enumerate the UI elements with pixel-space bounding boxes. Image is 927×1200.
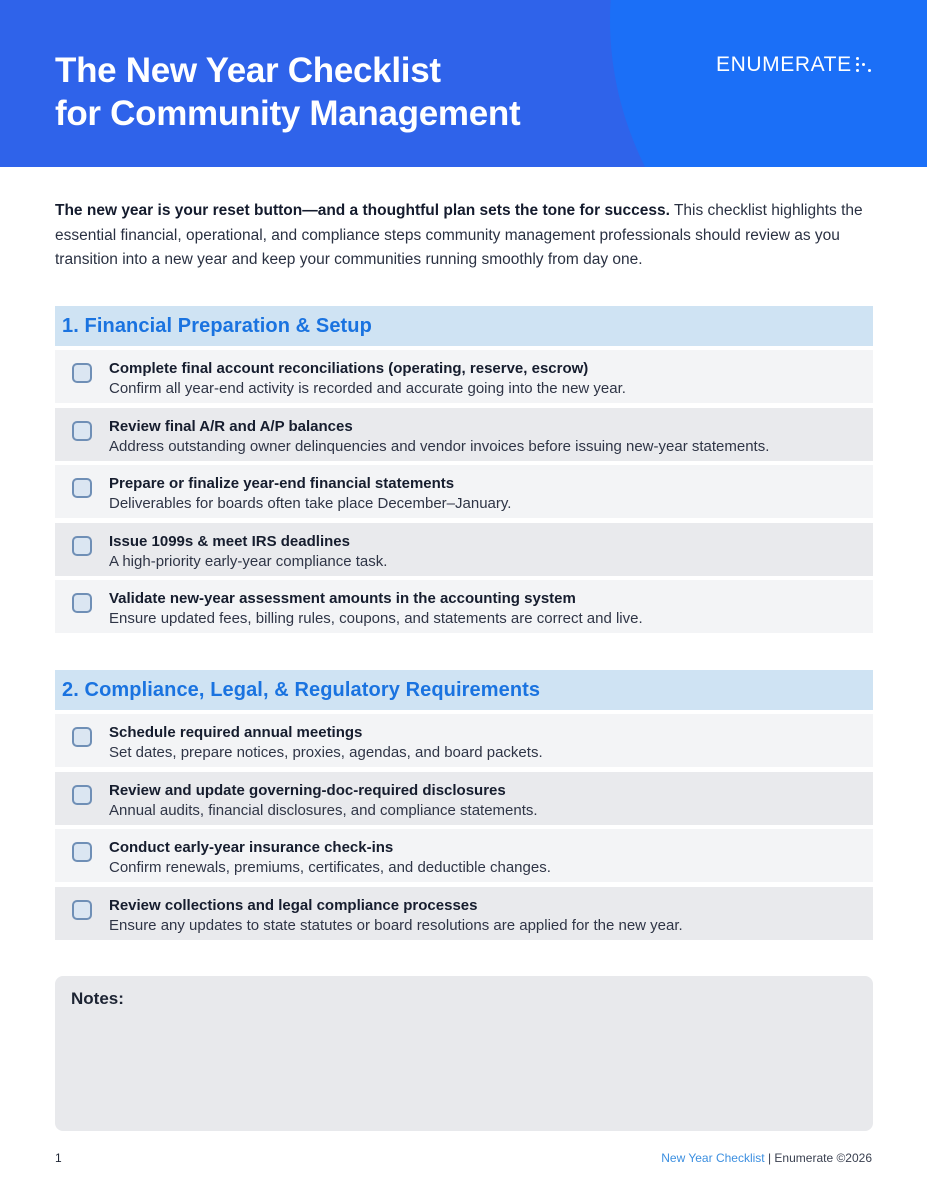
brand-wordmark: ENUMERATE bbox=[716, 53, 852, 76]
item-title: Validate new-year assessment amounts in the accounting system bbox=[109, 590, 576, 607]
checkbox[interactable] bbox=[72, 900, 92, 920]
brand-dots-icon bbox=[856, 57, 872, 73]
intro-paragraph bbox=[55, 199, 875, 273]
checkbox[interactable] bbox=[72, 727, 92, 747]
checklist-item bbox=[55, 714, 873, 767]
checklist-item bbox=[55, 580, 873, 633]
footer-credit bbox=[661, 1151, 872, 1165]
footer-doc-name: New Year Checklist bbox=[661, 1151, 765, 1165]
item-description: Confirm all year-end activity is recorded and accurate going into the new year. bbox=[109, 380, 626, 397]
page-header bbox=[0, 0, 927, 167]
checklist-item bbox=[55, 350, 873, 403]
item-description: Annual audits, financial disclosures, and compliance statements. bbox=[109, 802, 538, 819]
item-title: Review and update governing-doc-required disclosures bbox=[109, 782, 506, 799]
checkbox[interactable] bbox=[72, 536, 92, 556]
intro-lead: The new year is your reset button—and a thoughtful plan sets the tone for success. bbox=[55, 202, 670, 219]
section-heading-compliance: 2. Compliance, Legal, & Regulatory Requirements bbox=[55, 670, 873, 710]
item-description: Ensure updated fees, billing rules, coupons, and statements are correct and live. bbox=[109, 610, 643, 627]
item-title: Review final A/R and A/P balances bbox=[109, 418, 353, 435]
checklist-item bbox=[55, 523, 873, 576]
checkbox[interactable] bbox=[72, 363, 92, 383]
footer-separator: | bbox=[764, 1151, 775, 1165]
page-title-line-2: for Community Management bbox=[55, 94, 521, 133]
notes-label: Notes: bbox=[71, 989, 124, 1008]
section-heading-financial: 1. Financial Preparation & Setup bbox=[55, 306, 873, 346]
footer-copyright: Enumerate ©2026 bbox=[774, 1151, 872, 1165]
page-number: 1 bbox=[55, 1151, 62, 1165]
item-description: Confirm renewals, premiums, certificates, and deductible changes. bbox=[109, 859, 551, 876]
item-title: Conduct early-year insurance check-ins bbox=[109, 839, 394, 856]
item-description: Address outstanding owner delinquencies and vendor invoices before issuing new-year statements. bbox=[109, 438, 770, 455]
checklist-item bbox=[55, 887, 873, 940]
page-title bbox=[55, 49, 615, 135]
checklist-item bbox=[55, 465, 873, 518]
item-title: Issue 1099s & meet IRS deadlines bbox=[109, 533, 350, 550]
checklist-item bbox=[55, 408, 873, 461]
intro-body: This checklist highlights the essential financial, operational, and compliance steps community management professionals should review as you transition into a new year and keep your communities running smoothly from day one. bbox=[55, 202, 863, 268]
item-description: Deliverables for boards often take place December–January. bbox=[109, 495, 512, 512]
checkbox[interactable] bbox=[72, 593, 92, 613]
item-title: Review collections and legal compliance processes bbox=[109, 897, 478, 914]
item-title: Schedule required annual meetings bbox=[109, 724, 363, 741]
item-title: Prepare or finalize year-end financial statements bbox=[109, 475, 455, 492]
item-title: Complete final account reconciliations (operating, reserve, escrow) bbox=[109, 360, 589, 377]
checkbox[interactable] bbox=[72, 842, 92, 862]
checklist-item bbox=[55, 829, 873, 882]
item-description: Ensure any updates to state statutes or board resolutions are applied for the new year. bbox=[109, 917, 683, 934]
checklist-item bbox=[55, 772, 873, 825]
brand-logo bbox=[716, 52, 876, 78]
checkbox[interactable] bbox=[72, 785, 92, 805]
checkbox[interactable] bbox=[72, 421, 92, 441]
header-decorative-arc bbox=[610, 0, 927, 167]
item-description: Set dates, prepare notices, proxies, agendas, and board packets. bbox=[109, 744, 543, 761]
notes-box[interactable] bbox=[55, 976, 873, 1131]
checkbox[interactable] bbox=[72, 478, 92, 498]
page-title-line-1: The New Year Checklist bbox=[55, 51, 441, 90]
item-description: A high-priority early-year compliance task. bbox=[109, 553, 388, 570]
